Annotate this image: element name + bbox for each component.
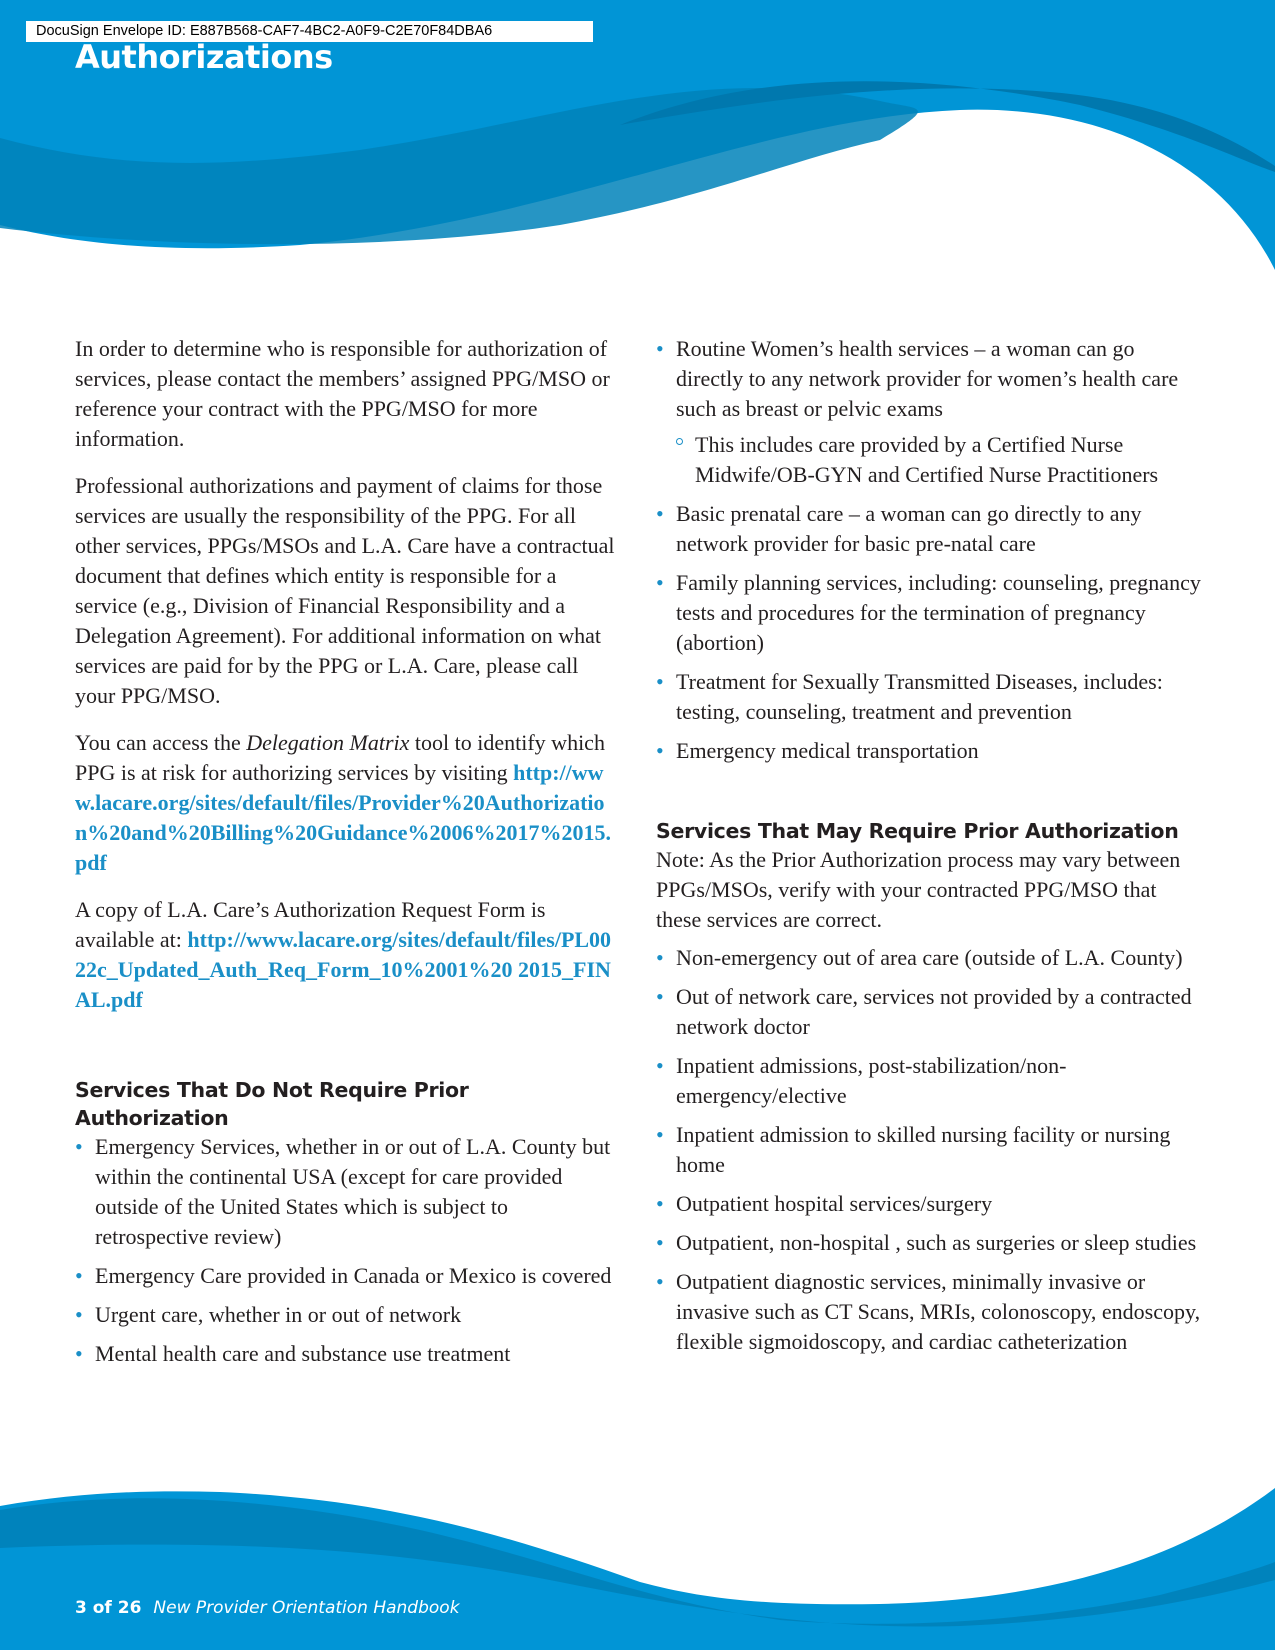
right-column bbox=[656, 334, 1206, 1366]
list-item: • Emergency Care provided in Canada or Mexico is covered bbox=[75, 1261, 620, 1291]
list-item: • Mental health care and substance use treatment bbox=[75, 1339, 620, 1369]
auth-form-prefix: A copy of L.A. Care’s Authorization Request Form is available at: bbox=[75, 897, 546, 952]
page-title: Authorizations bbox=[75, 38, 333, 76]
may-require-auth-heading: Services That May Require Prior Authorization bbox=[656, 819, 1179, 843]
delegation-guidance-link[interactable]: http://www.lacare.org/sites/default/files/Provider%20Authorization%20and%20Billing%20Guidance%2006%2017%2015.pdf bbox=[75, 760, 612, 875]
list-item: • Out of network care, services not provided by a contracted network doctor bbox=[656, 984, 1192, 1039]
bullet-icon: • bbox=[656, 1269, 664, 1294]
may-require-note: Note: As the Prior Authorization process may vary between PPGs/MSOs, verify with your contracted PPG/MSO that these services are correct. bbox=[656, 847, 1181, 932]
document-title: New Provider Orientation Handbook bbox=[153, 1598, 460, 1618]
list-item: • Treatment for Sexually Transmitted Diseases, includes: testing, counseling, treatment and prevention bbox=[656, 669, 1163, 724]
footer-wave-decoration bbox=[0, 1470, 1275, 1650]
left-column bbox=[75, 334, 620, 1378]
responsibility-paragraph: Professional authorizations and payment of claims for those services are usually the responsibility of the PPG. For all other services, PPGs/MSOs and L.A. Care have a contractual document that defines which entity is responsible for a service (e.g., Division of Financial Responsibility and a Delegation Agreement). For additional information on what services are paid for by the PPG or L.A. Care, please call your PPG/MSO. bbox=[75, 473, 615, 708]
list-item: • Emergency medical transportation bbox=[656, 736, 1206, 766]
list-item: • Urgent care, whether in or out of network bbox=[75, 1300, 620, 1330]
list-item: • Inpatient admission to skilled nursing facility or nursing home bbox=[656, 1122, 1171, 1177]
bullet-icon: • bbox=[656, 1053, 664, 1078]
list-item: • Outpatient hospital services/surgery bbox=[656, 1189, 1206, 1219]
no-prior-auth-heading: Services That Do Not Require Prior Authorization bbox=[75, 1078, 469, 1130]
docusign-envelope-id: DocuSign Envelope ID: E887B568-CAF7-4BC2-A0F9-C2E70F84DBA6 bbox=[26, 21, 593, 42]
list-item: • Outpatient, non-hospital , such as surgeries or sleep studies bbox=[656, 1228, 1206, 1258]
list-item: • Inpatient admissions, post-stabilization/non-emergency/elective bbox=[656, 1053, 1067, 1108]
bullet-icon: • bbox=[656, 1191, 664, 1216]
bullet-icon: • bbox=[656, 1122, 664, 1147]
bullet-icon: • bbox=[75, 1341, 83, 1366]
bullet-icon: • bbox=[75, 1263, 83, 1288]
bullet-icon: • bbox=[656, 945, 664, 970]
bullet-icon: • bbox=[656, 738, 664, 763]
bullet-icon: • bbox=[75, 1302, 83, 1327]
bullet-icon: • bbox=[656, 501, 664, 526]
list-item: • Routine Women’s health services – a woman can go directly to any network provider for women’s health care such as breast or pelvic exams This includes care provided by a Certified Nurse Midwife/OB-GYN and Certified Nurse Practitioners bbox=[656, 334, 1206, 490]
no-prior-auth-list-continued bbox=[656, 334, 1206, 766]
list-item: • Non-emergency out of area care (outside of L.A. County) bbox=[656, 943, 1206, 973]
auth-form-paragraph bbox=[75, 895, 620, 1015]
bullet-icon: • bbox=[656, 984, 664, 1009]
footer bbox=[75, 1598, 460, 1618]
may-require-auth-list bbox=[656, 943, 1206, 1357]
auth-request-form-link[interactable]: http://www.lacare.org/sites/default/files/PL0022c_Updated_Auth_Req_Form_10%2001%20 2015_FINAL.pdf bbox=[75, 927, 612, 1012]
sub-list bbox=[676, 430, 1206, 490]
bullet-icon: • bbox=[656, 1230, 664, 1255]
delegation-matrix-term: Delegation Matrix bbox=[246, 730, 410, 755]
hollow-bullet-icon bbox=[676, 438, 683, 445]
list-item: • Outpatient diagnostic services, minimally invasive or invasive such as CT Scans, MRIs, colonoscopy, endoscopy, flexible sigmoidoscopy, and cardiac catheterization bbox=[656, 1269, 1201, 1354]
sub-list-item: This includes care provided by a Certified Nurse Midwife/OB-GYN and Certified Nurse Practitioners bbox=[676, 430, 1206, 490]
bullet-icon: • bbox=[656, 669, 664, 694]
bullet-icon: • bbox=[75, 1134, 83, 1159]
list-item: • Basic prenatal care – a woman can go directly to any network provider for basic pre-natal care bbox=[656, 501, 1142, 556]
intro-paragraph: In order to determine who is responsible for authorization of services, please contact the members’ assigned PPG/MSO or reference your contract with the PPG/MSO for more information. bbox=[75, 336, 610, 451]
no-prior-auth-list bbox=[75, 1132, 620, 1369]
delegation-paragraph bbox=[75, 728, 620, 878]
bullet-icon: • bbox=[656, 336, 664, 361]
bullet-icon: • bbox=[656, 570, 664, 595]
list-item: • Emergency Services, whether in or out of L.A. County but within the continental USA (except for care provided outside of the United States which is subject to retrospective review) bbox=[75, 1134, 611, 1249]
delegation-middle: tool to identify which PPG is at risk for authorizing services by visiting bbox=[75, 730, 605, 785]
delegation-prefix: You can access the bbox=[75, 730, 247, 755]
list-item: • Family planning services, including: counseling, pregnancy tests and procedures for the termination of pregnancy (abortion) bbox=[656, 570, 1201, 655]
page-number: 3 of 26 bbox=[75, 1598, 142, 1618]
